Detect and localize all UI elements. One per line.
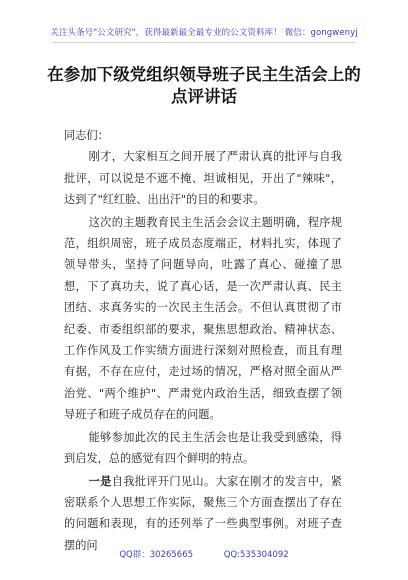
document-body xyxy=(64,125,342,557)
page-footer xyxy=(0,548,408,560)
footer-qq: QQ:535304092 xyxy=(223,550,289,560)
greeting: 同志们： xyxy=(64,129,109,142)
point-one-lead: 一是 xyxy=(88,473,112,488)
paragraph-1: 刚才，大家相互之间开展了严肃认真的批评与自我批评，可以说是不遮不掩、坦诚相见，开出了"辣味"，达到了"红红脸、出出汗"的目的和要求。 xyxy=(64,150,342,207)
point-one-text: 自我批评开门见山。大家在刚才的发言中，紧密联系个人思想工作实际，聚焦三个方面查摆出了存在的问题和表现，有的还列举了一些典型事例。对班子查摆的问 xyxy=(64,474,342,552)
paragraph-2: 这次的主题教育民主生活会会议主题明确，程序规范，组织周密，班子成员态度端正，材料扎实，体现了领导带头，坚持了问题导向，吐露了真心、碰撞了思想，下了真功夫，说了真心话，是一次严肃认真、民主团结、求真务实的一次民主生活会。不但认真贯彻了市纪委、市委组织部的要求，聚焦思想政治、精神状态、工作作风及工作实绩方面进行深刻对照检查，而且有理有据，不存在应付，走过场的情况，严格对照全面从严治党、"两个维护"、严肃党内政治生活，细致查摆了领导班子和班子成员存在的问题。 xyxy=(64,215,342,422)
header-promo-note: 关注头条号"公文研究"，获得最新最全最专业的公文资料库！ 微信：gongwenyj xyxy=(50,28,358,38)
header-divider xyxy=(52,42,356,43)
footer-qq-group: QQ群：30265665 xyxy=(119,550,194,560)
document-title: 在参加下级党组织领导班子民主生活会上的点评讲话 xyxy=(47,65,361,106)
paragraph-point-one xyxy=(64,471,342,557)
paragraph-3: 能够参加此次的民主生活会也是让我受到感染，得到启发，总的感觉有四个鲜明的特点。 xyxy=(64,430,342,466)
